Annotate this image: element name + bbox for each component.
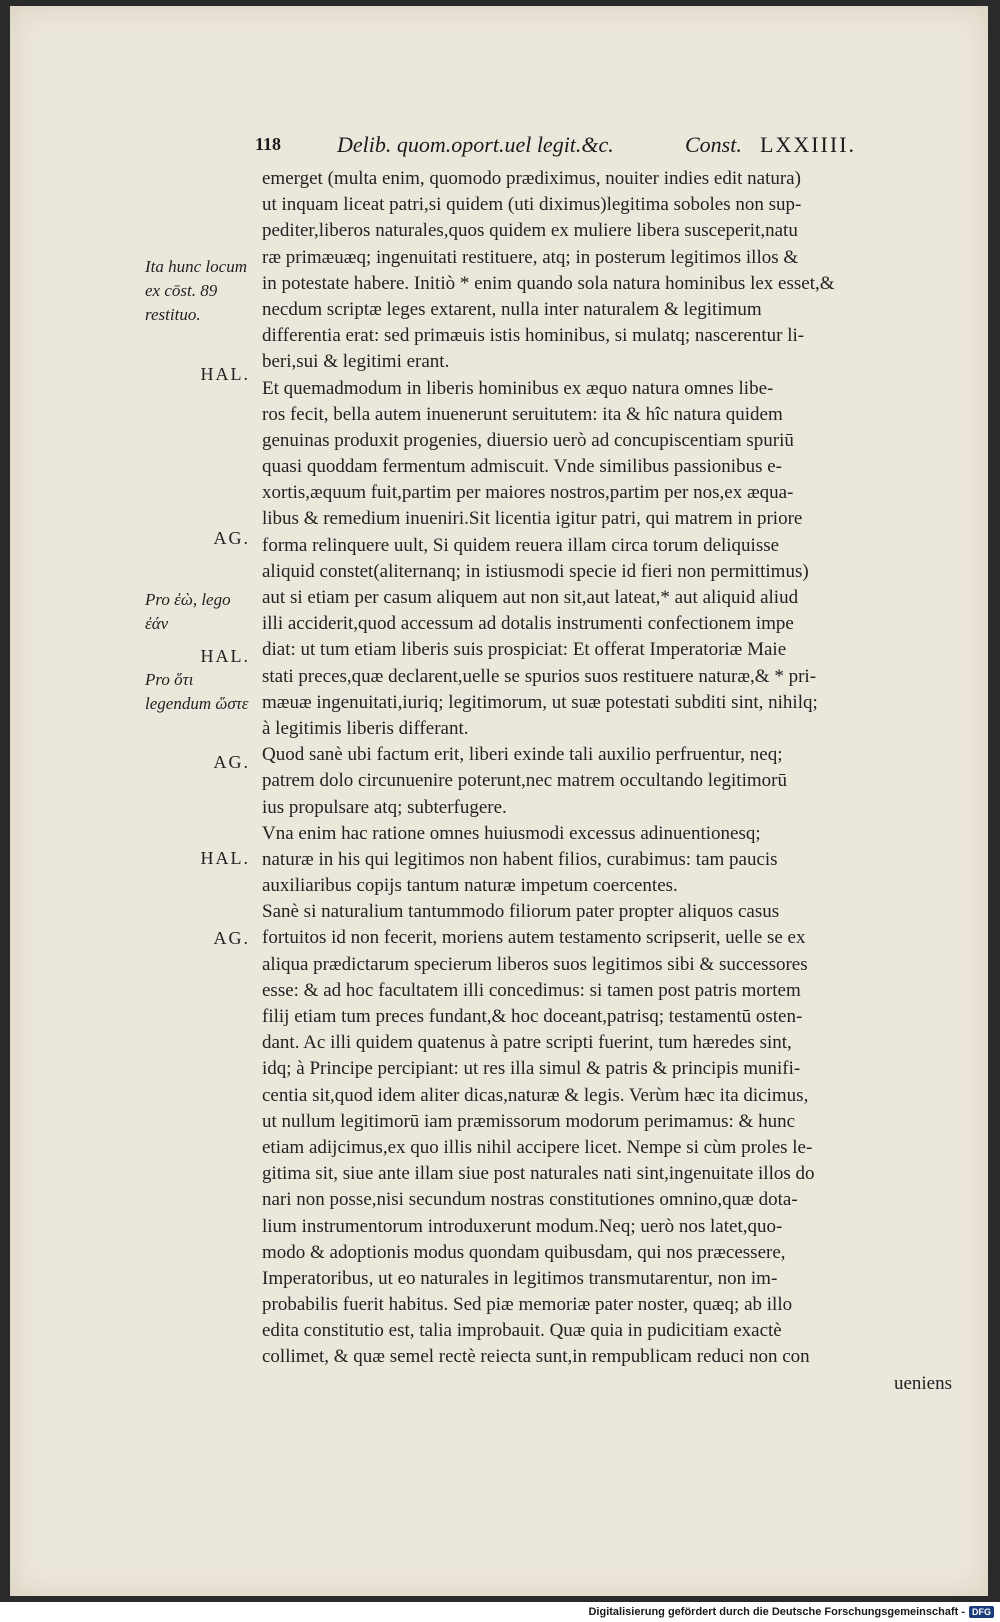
text-line: diat: ut tum etiam liberis suis prospiciat: Et offerat Imperatoriæ Maie bbox=[262, 639, 787, 661]
text-line: genuinas produxit progenies, diuersio uerò ad concupiscentiam spuriū bbox=[262, 429, 794, 451]
body-text bbox=[262, 166, 952, 1397]
text-line: pediter,liberos naturales,quos quidem ex muliere libera susceperit,natu bbox=[262, 220, 798, 242]
text-line: aut si etiam per casum aliquem aut non sit,aut lateat,* aut aliquid aliud bbox=[262, 587, 799, 608]
text-line: lium instrumentorum introduxerunt modum.Neq; uerò nos latet,quo- bbox=[262, 1215, 783, 1237]
text-line: Sanè si naturalium tantummodo filiorum pater propter aliquos casus bbox=[262, 901, 780, 923]
text-line: forma relinquere uult, Si quidem reuera illam circa torum deliquisse bbox=[262, 534, 780, 556]
dfg-logo: DFG bbox=[969, 1606, 994, 1618]
margin-note-legendum: Pro ὅτι legendum ὥστε bbox=[145, 670, 249, 713]
text-line: à legitimis liberis differant. bbox=[262, 717, 469, 739]
digitization-footer bbox=[588, 1604, 994, 1620]
text-line: libus & remedium inueniri.Sit licentia igitur patri, qui matrem in priore bbox=[262, 508, 803, 530]
text-line: ros fecit, bella autem inuenerunt seruitutem: ita & hîc natura quidem bbox=[262, 403, 783, 425]
text-line: Et quemadmodum in liberis hominibus ex æquo natura omnes libe- bbox=[262, 377, 774, 399]
text-line: ut nullum legitimorū iam præmissorum modorum perimamus: & hunc bbox=[262, 1110, 796, 1132]
speaker-mark: AG. bbox=[213, 528, 250, 548]
text-line: xortis,æquum fuit,partim per maiores nostros,partim per nos,ex æqua- bbox=[262, 482, 794, 504]
page-number: 118 bbox=[255, 134, 282, 154]
text-line: nari non posse,nisi secundum nostras constitutiones omnino,quæ dota- bbox=[262, 1189, 798, 1211]
text-line: centia sit,quod idem aliter dicas,naturæ & legis. Verùm hæc ita dicimus, bbox=[262, 1084, 809, 1106]
text-line: dant. Ac illi quidem quatenus à patre scripti fuerint, tum hæredes sint, bbox=[262, 1032, 792, 1054]
text-line: probabilis fuerit habitus. Sed piæ memoriæ pater noster, quæq; ab illo bbox=[262, 1294, 793, 1316]
text-line: ius propulsare atq; subterfugere. bbox=[262, 796, 507, 818]
text-line: differentia erat: sed primæuis istis hominibus, si mulatq; nascerentur li- bbox=[262, 325, 805, 347]
text-line: aliquid constet(aliternanq; in istiusmodi specie id fieri non permittimus) bbox=[262, 560, 809, 582]
margin-note-restituo: Ita hunc locum ex cōst. 89 restituo. bbox=[145, 257, 247, 324]
footer-text: Digitalisierung gefördert durch die Deutsche Forschungsgemeinschaft - bbox=[588, 1606, 965, 1618]
running-title: Delib. quom.oport.uel legit.&c. bbox=[337, 132, 614, 157]
margin-note-lego: Pro ἐὼ, lego ἐάν bbox=[145, 590, 231, 633]
constitution-label: Const. bbox=[685, 132, 742, 157]
text-line: patrem dolo circunuenire poterunt,nec matrem occultando legitimorū bbox=[262, 770, 787, 792]
speaker-mark: AG. bbox=[213, 928, 250, 948]
text-line: ræ primæuæq; ingenuitati restituere, atq; in posterum legitimos illos & bbox=[262, 246, 799, 268]
text-line: modo & adoptionis modus quondam quibusdam, qui nos præcessere, bbox=[262, 1241, 786, 1263]
text-line: edita constitutio est, talia improbauit. Quæ quia in pudicitiam exactè bbox=[262, 1320, 782, 1342]
text-line: ueniens bbox=[893, 1372, 952, 1394]
page-header bbox=[255, 132, 875, 162]
text-line: naturæ in his qui legitimos non habent filios, curabimus: tam paucis bbox=[262, 848, 778, 870]
text-line: gitima sit, siue ante illam siue post naturales nati sint,ingenuitate illos do bbox=[262, 1163, 815, 1185]
text-line: in potestate habere. Initiò * enim quando sola natura hominibus lex esset,& bbox=[262, 272, 835, 294]
text-line: collimet, & quæ semel rectè reiecta sunt,in rempublicam reduci non con bbox=[262, 1346, 810, 1368]
text-line: filij etiam tum preces fundant,& hoc doceant,patrisq; testamentū osten- bbox=[262, 1006, 803, 1027]
text-line: Quod sanè ubi factum erit, liberi exinde tali auxilio perfruentur, neq; bbox=[262, 744, 783, 766]
constitution-number: LXXIIII. bbox=[760, 132, 857, 157]
text-line: Imperatoribus, ut eo naturales in legitimos transmutarentur, non im- bbox=[262, 1267, 778, 1289]
speaker-mark: AG. bbox=[213, 752, 250, 772]
speaker-mark: HAL. bbox=[200, 646, 250, 666]
speaker-mark: HAL. bbox=[200, 364, 250, 384]
text-line: emerget (multa enim, quomodo prædiximus, nouiter indies edit natura) bbox=[262, 168, 801, 189]
text-line: esse: & ad hoc facultatem illi concedimus: si tamen post patris mortem bbox=[262, 979, 801, 1001]
text-line: etiam adijcimus,ex quo illis nihil accipere licet. Nempe si cùm proles le- bbox=[262, 1136, 813, 1158]
text-line: fortuitos id non fecerit, moriens autem testamento scripserit, uelle se ex bbox=[262, 927, 806, 949]
speaker-mark: HAL. bbox=[200, 848, 250, 868]
text-line: quasi quoddam fermentum admiscuit. Vnde similibus passionibus e- bbox=[262, 456, 782, 478]
text-line: auxiliaribus copijs tantum naturæ impetum coercentes. bbox=[262, 875, 678, 897]
text-line: stati preces,quæ declarent,uelle se spurios suos restituere naturæ,& * pri- bbox=[262, 665, 817, 687]
text-line: mæuæ ingenuitati,iuriq; legitimorum, ut suæ potestati subditi sint, nihilq; bbox=[262, 691, 818, 713]
text-line: Vna enim hac ratione omnes huiusmodi excessus adinuentionesq; bbox=[262, 822, 761, 844]
text-line: aliqua prædictarum specierum liberos suos legitimos sibi & successores bbox=[262, 953, 808, 975]
text-line: beri,sui & legitimi erant. bbox=[262, 351, 450, 373]
text-line: idq; à Principe percipiant: ut res illa simul & patris & principis munifi- bbox=[262, 1058, 801, 1080]
text-line: necdum scriptæ leges extarent, nulla inter naturalem & legitimum bbox=[262, 298, 762, 320]
text-line: ut inquam liceat patri,si quidem (uti diximus)legitima soboles non sup- bbox=[262, 194, 802, 216]
text-line: illi acciderit,quod accessum ad dotalis instrumenti confectionem impe bbox=[262, 613, 794, 635]
